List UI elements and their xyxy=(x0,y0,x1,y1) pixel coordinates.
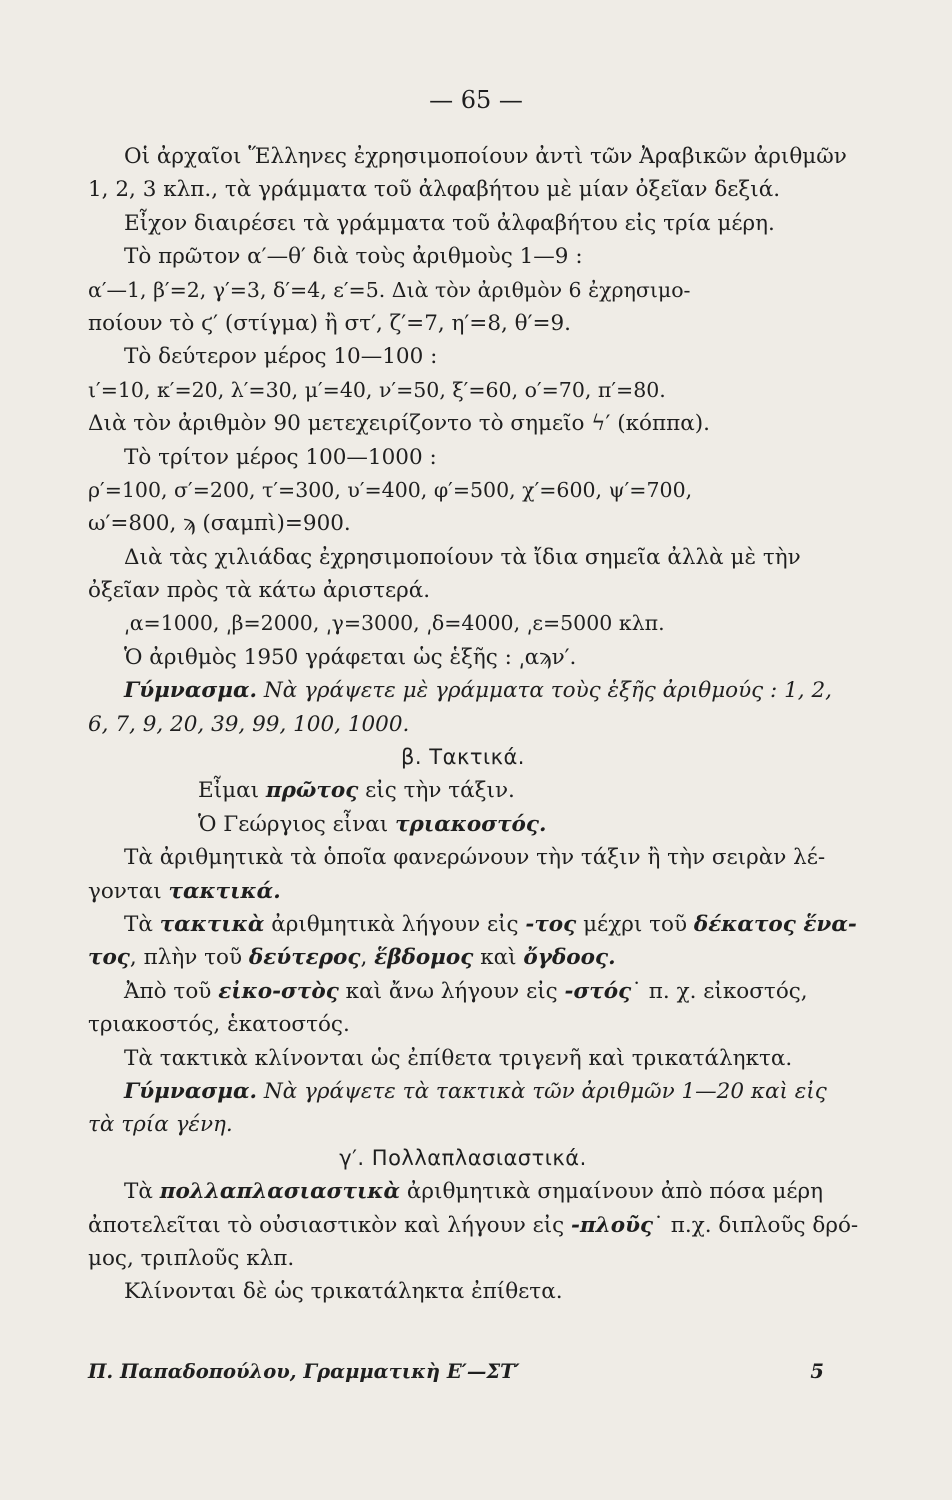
emphasis: τακτικὰ xyxy=(159,911,265,937)
exercise-text: Νὰ γράψετε μὲ γράμματα τοὺς ἑξῆς ἀριθμούς : 1, 2, xyxy=(257,678,832,704)
emphasis: -στός xyxy=(564,978,632,1004)
text-line: τος, πλὴν τοῦ δεύτερος, ἕβδομος καὶ ὄγδοος. xyxy=(88,945,616,971)
text-line: Διὰ τὸν ἀριθμὸν 90 μετεχειρίζοντο τὸ σημεῖο ϟ′ (κόππα). xyxy=(88,411,710,437)
emphasis: εἰκο-στὸς xyxy=(218,978,339,1004)
text-line: ὀξεῖαν πρὸς τὰ κάτω ἀριστερά. xyxy=(88,578,431,604)
text-line: Κλίνονται δὲ ὡς τρικατάληκτα ἐπίθετα. xyxy=(124,1279,563,1305)
emphasis: πολλαπλασιαστικὰ xyxy=(159,1179,401,1205)
text-line xyxy=(88,708,838,741)
page-body xyxy=(88,140,859,1309)
exercise-line xyxy=(88,1075,838,1108)
text-line: ἀποτελεῖται τὸ οὐσιαστικὸν καὶ λήγουν εἰς -πλοῦς˙ π.χ. διπλοῦς δρό- xyxy=(88,1212,859,1238)
text-line: Διὰ τὰς χιλιάδας ἐχρησιμοποίουν τὰ ἴδια σημεῖα ἀλλὰ μὲ τὴν xyxy=(124,544,801,570)
text-line: Τὸ πρῶτον α′—θ′ διὰ τοὺς ἀριθμοὺς 1—9 : xyxy=(124,244,583,270)
emphasis: -τος xyxy=(525,911,577,937)
emphasis: τριακοστός. xyxy=(395,811,547,837)
text-line: Τὰ τακτικὰ κλίνονται ὡς ἐπίθετα τριγενῆ καὶ τρικατάληκτα. xyxy=(124,1045,793,1071)
exercise-text: 6, 7, 9, 20, 39, 99, 100, 1000. xyxy=(88,711,410,737)
exercise-text: τὰ τρία γένη. xyxy=(88,1112,233,1138)
text-line: Οἱ ἀρχαῖοι Ἕλληνες ἐχρησιμοποίουν ἀντὶ τῶν Ἀραβικῶν ἀριθμῶν xyxy=(124,144,847,169)
emphasis: ὄγδοος. xyxy=(523,945,616,971)
signature-mark: 5 xyxy=(810,1360,824,1383)
exercise-line xyxy=(88,674,838,707)
text-line: μος, τριπλοῦς κλπ. xyxy=(88,1245,295,1271)
emphasis: τος xyxy=(88,945,130,971)
emphasis: τακτικά. xyxy=(168,878,281,904)
page-footer xyxy=(88,1360,824,1383)
emphasis: δεύτερος xyxy=(248,945,361,971)
text-line: Τὰ τακτικὰ ἀριθμητικὰ λήγουν εἰς -τος μέχρι τοῦ δέκατος ἕνα- xyxy=(124,911,857,937)
exercise-label: Γύμνασμα. xyxy=(124,1078,257,1104)
text-line: ι′=10, κ′=20, λ′=30, μ′=40, ν′=50, ξ′=60, ο′=70, π′=80. xyxy=(88,377,666,402)
emphasis: ἕβδομος xyxy=(374,945,474,971)
text-line: α′—1, β′=2, γ′=3, δ′=4, ε′=5. Διὰ τὸν ἀριθμὸν 6 ἐχρησιμο- xyxy=(88,277,691,302)
text-line: Ὁ ἀριθμὸς 1950 γράφεται ὡς ἑξῆς : ͵αϡν′. xyxy=(124,644,577,670)
text-line: ω′=800, ϡ (σαμπὶ)=900. xyxy=(88,511,351,537)
section-heading: β. Τακτικά. xyxy=(401,745,525,770)
text-line: ρ′=100, σ′=200, τ′=300, υ′=400, φ′=500, χ′=600, ψ′=700, xyxy=(88,477,693,502)
emphasis: -πλοῦς xyxy=(571,1212,654,1238)
text-line: Εἶχον διαιρέσει τὰ γράμματα τοῦ ἀλφαβήτου εἰς τρία μέρη. xyxy=(124,210,775,236)
text-line: Τὰ πολλαπλασιαστικὰ ἀριθμητικὰ σημαίνουν ἀπὸ πόσα μέρη xyxy=(124,1179,823,1205)
text-line xyxy=(88,1108,838,1141)
example-line: Ὁ Γεώργιος εἶναι τριακοστός. xyxy=(198,811,547,837)
text-line: Τὸ τρίτον μέρος 100—1000 : xyxy=(124,444,437,470)
text-line: γονται τακτικά. xyxy=(88,878,281,904)
page-number: — 65 — xyxy=(429,86,523,114)
exercise-text: Νὰ γράψετε τὰ τακτικὰ τῶν ἀριθμῶν 1—20 καὶ εἰς xyxy=(257,1078,827,1104)
section-heading: γ′. Πολλαπλασιαστικά. xyxy=(339,1145,587,1170)
text-line: 1, 2, 3 κλπ., τὰ γράμματα τοῦ ἀλφαβήτου μὲ μίαν ὀξεῖαν δεξιά. xyxy=(88,177,781,203)
text-line: Τὸ δεύτερον μέρος 10—100 : xyxy=(124,344,438,370)
text-line: τριακοστός, ἑκατοστός. xyxy=(88,1012,350,1038)
footer-title: Π. Παπαδοπούλου, Γραμματικὴ Ε′—ΣΤ′ xyxy=(88,1360,520,1383)
text-line: ποίουν τὸ ϛ′ (στίγμα) ἢ στ′, ζ′=7, η′=8, θ′=9. xyxy=(88,310,572,336)
text-line: Τὰ ἀριθμητικὰ τὰ ὁποῖα φανερώνουν τὴν τάξιν ἢ τὴν σειρὰν λέ- xyxy=(124,845,826,871)
emphasis: πρῶτος xyxy=(265,778,359,804)
text-line: Ἀπὸ τοῦ εἰκο-στὸς καὶ ἄνω λήγουν εἰς -στός˙ π. χ. εἰκοστός, xyxy=(124,978,808,1004)
exercise-label: Γύμνασμα. xyxy=(124,678,257,704)
emphasis: δέκατος ἕνα- xyxy=(693,911,857,937)
example-line: Εἶμαι πρῶτος εἰς τὴν τάξιν. xyxy=(198,778,515,804)
text-line: ͵α=1000, ͵β=2000, ͵γ=3000, ͵δ=4000, ͵ε=5000 κλπ. xyxy=(124,611,665,636)
